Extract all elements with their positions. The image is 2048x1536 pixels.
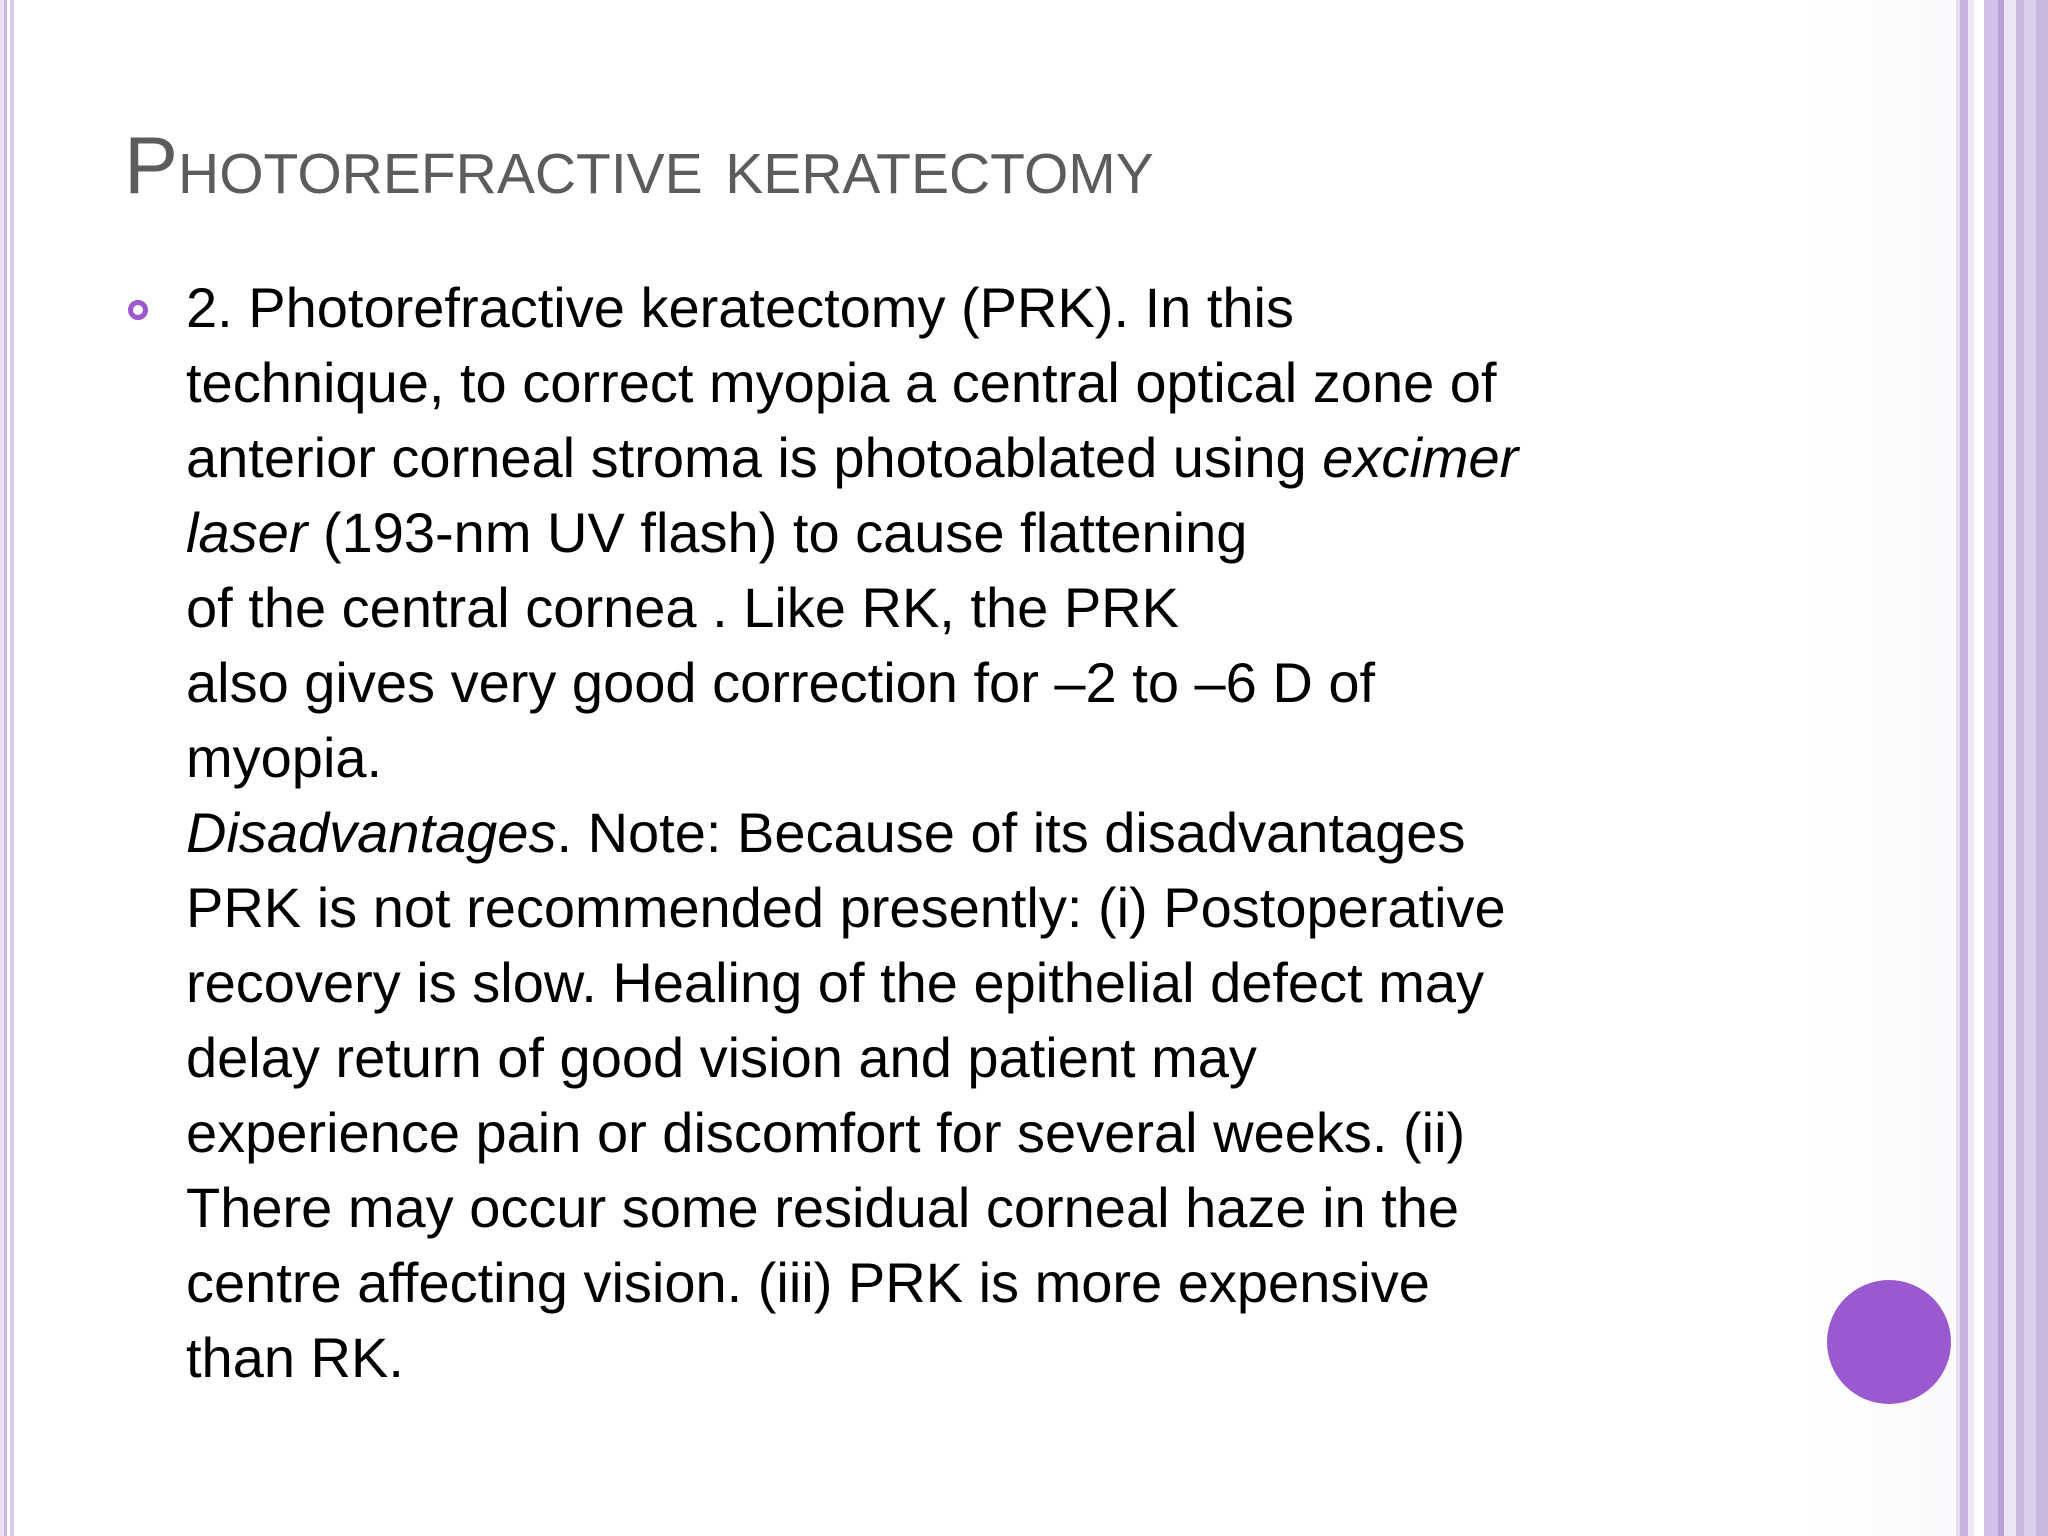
italic-term: excimer <box>1322 426 1519 489</box>
text-line: technique, to correct myopia a central optical zone of <box>186 351 1497 414</box>
text-line: centre affecting vision. (iii) PRK is more expensive <box>186 1251 1430 1314</box>
slide-title: Photorefractive keratectomy <box>124 121 1154 211</box>
text-line <box>186 495 1518 570</box>
text-segment: . Note: Because of its disadvantages <box>556 801 1466 864</box>
text-line: delay return of good vision and patient may <box>186 1026 1257 1089</box>
text-line: There may occur some residual corneal haze in the <box>186 1176 1460 1239</box>
text-line: than RK. <box>186 1326 404 1389</box>
text-line: recovery is slow. Healing of the epithelial defect may <box>186 951 1484 1014</box>
text-line <box>186 795 1518 870</box>
left-border-decoration <box>0 0 14 1536</box>
text-line: PRK is not recommended presently: (i) Postoperative <box>186 876 1506 939</box>
text-segment: (193-nm UV flash) to cause flattening <box>307 501 1248 564</box>
bullet-text <box>186 270 1518 1395</box>
text-line: 2. Photorefractive keratectomy (PRK). In this <box>186 276 1294 339</box>
text-line: also gives very good correction for –2 to –6 D of <box>186 651 1376 714</box>
text-segment: anterior corneal stroma is photoablated using <box>186 426 1323 489</box>
text-line: experience pain or discomfort for several weeks. (ii) <box>186 1101 1466 1164</box>
text-line: of the central cornea . Like RK, the PRK <box>186 576 1179 639</box>
right-stripe-decoration <box>1956 0 2048 1536</box>
text-line <box>186 420 1518 495</box>
bullet-ring-icon <box>128 300 148 320</box>
italic-term: laser <box>186 501 308 564</box>
text-line: myopia. <box>186 726 383 789</box>
italic-term: Disadvantages <box>186 801 557 864</box>
purple-circle-decoration <box>1827 1280 1951 1404</box>
